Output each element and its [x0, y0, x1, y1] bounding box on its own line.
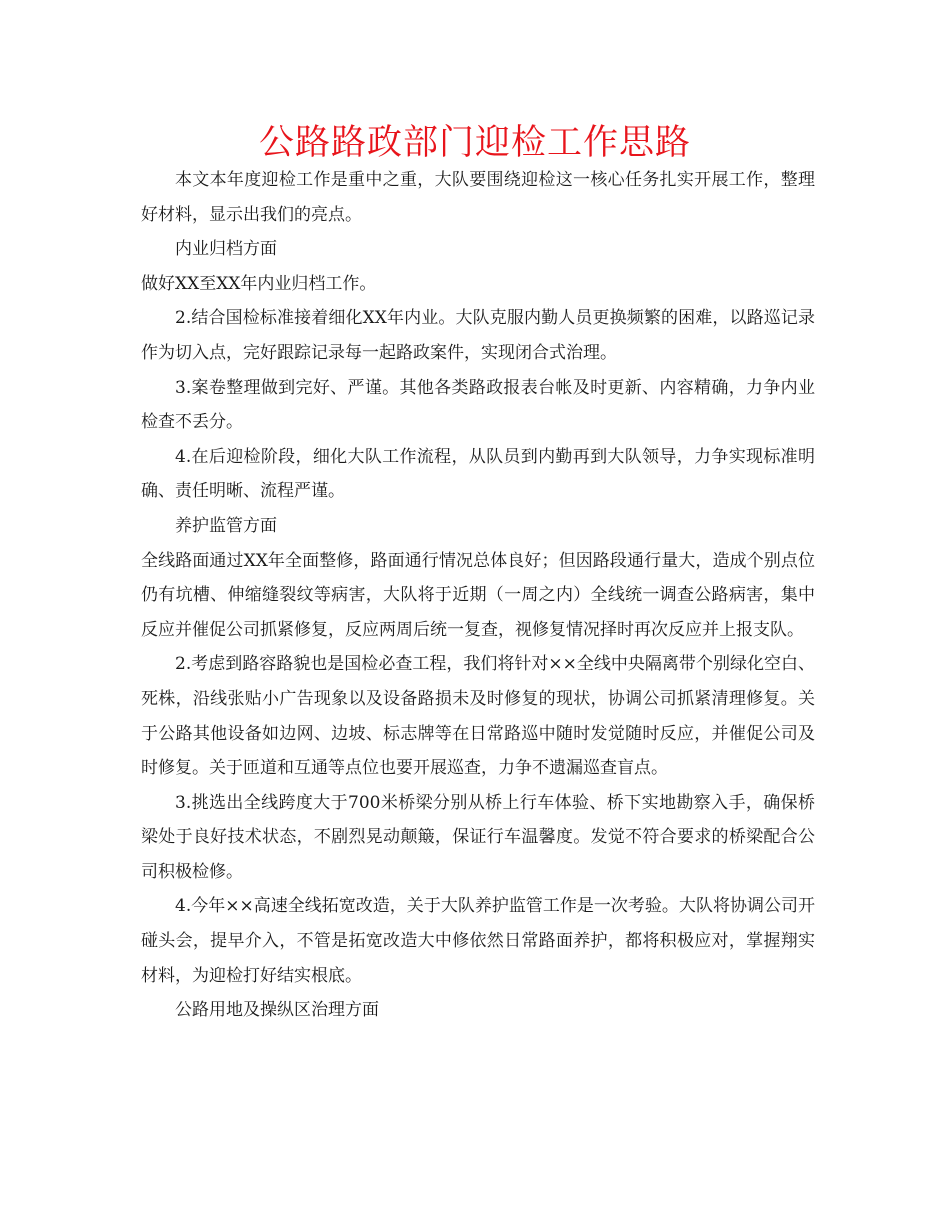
paragraph: 4.今年××高速全线拓宽改造，关于大队养护监管工作是一次考验。大队将协调公司开碰头会，提早介入，不管是拓宽改造大中修依然日常路面养护，都将积极应对，掌握翔实材料，为迎检打好结实根底。: [141, 896, 815, 986]
document-body: [141, 163, 815, 1028]
paragraph: 2.考虑到路容路貌也是国检必查工程，我们将针对××全线中央隔离带个别绿化空白、死株，沿线张贴小广告现象以及设备路损未及时修复的现状，协调公司抓紧清理修复。关于公路其他设备如边网、边坡、标志牌等在日常路巡中随时发觉随时反应，并催促公司及时修复。关于匝道和互通等点位也要开展巡查，力争不遗漏巡查盲点。: [141, 654, 815, 779]
section-heading: 内业归档方面: [175, 239, 277, 260]
paragraph: 本文本年度迎检工作是重中之重，大队要围绕迎检这一核心任务扎实开展工作，整理好材料，显示出我们的亮点。: [141, 170, 815, 225]
paragraph: 2.结合国检标准接着细化XX年内业。大队克服内勤人员更换频繁的困难，以路巡记录作为切入点，完好跟踪记录每一起路政案件，实现闭合式治理。: [141, 308, 815, 363]
paragraph: 3.案卷整理做到完好、严谨。其他各类路政报表台帐及时更新、内容精确，力争内业检查不丢分。: [141, 377, 815, 433]
section-heading: 公路用地及操纵区治理方面: [175, 1000, 379, 1021]
document-title: 公路路政部门迎检工作思路: [258, 123, 691, 163]
paragraph: 做好XX至XX年内业归档工作。: [141, 273, 377, 294]
paragraph: 3.挑选出全线跨度大于700米桥梁分别从桥上行车体验、桥下实地勘察入手，确保桥梁处于良好技术状态，不剧烈晃动颠簸，保证行车温馨度。发觉不符合要求的桥梁配合公司积极检修。: [141, 792, 815, 882]
paragraph: 4.在后迎检阶段，细化大队工作流程，从队员到内勤再到大队领导，力争实现标准明确、责任明晰、流程严谨。: [141, 446, 815, 502]
paragraph: 全线路面通过XX年全面整修，路面通行情况总体良好；但因路段通行量大，造成个别点位仍有坑槽、伸缩缝裂纹等病害，大队将于近期（一周之内）全线统一调查公路病害，集中反应并催促公司抓紧修复，反应两周后统一复查，视修复情况择时再次反应并上报支队。: [141, 550, 815, 640]
section-heading: 养护监管方面: [175, 515, 277, 536]
